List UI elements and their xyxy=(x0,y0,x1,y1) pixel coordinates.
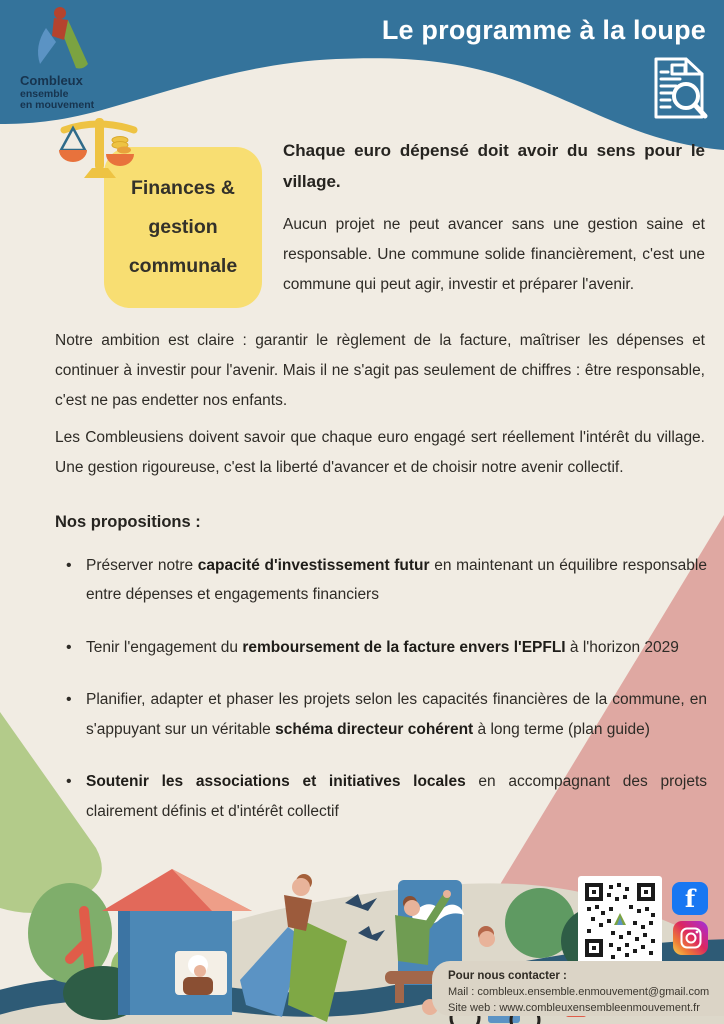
proposition-text: à long terme (plan guide) xyxy=(473,720,650,738)
qr-code xyxy=(578,876,662,964)
page-title: Le programme à la loupe xyxy=(381,15,706,45)
proposition-text: en accompagnant des projets clairement définis et d'intérêt collectif xyxy=(86,773,707,820)
proposition-text: Tenir l'engagement du xyxy=(86,638,243,656)
facebook-glyph: f xyxy=(684,884,696,913)
contact-box xyxy=(432,961,724,1016)
contact-web-line xyxy=(448,1001,724,1017)
website-link[interactable]: www.combleuxensembleenmouvement.fr xyxy=(499,1001,700,1014)
document-magnifier-icon xyxy=(650,56,708,120)
proposition-item xyxy=(62,767,707,826)
proposition-text: en maintenant un équilibre responsable entre dépenses et engagements financiers xyxy=(86,557,707,604)
logo-subtitle-1: ensemble xyxy=(20,87,69,100)
intro-body: Aucun projet ne peut avancer sans une gestion saine et responsable. Une commune solide financièrement, c'est une commune qui peut agir, investir et préparer l'avenir. xyxy=(283,216,705,293)
intro-heading: Chaque euro dépensé doit avoir du sens pour le village. xyxy=(283,141,705,191)
proposition-bold: capacité d'investissement futur xyxy=(197,557,430,574)
facebook-icon[interactable] xyxy=(672,882,708,915)
proposition-text: Planifier, adapter et phaser les projets selon les capacités financières de la commune, en s'appuyant sur un véritable xyxy=(86,691,707,738)
instagram-icon[interactable] xyxy=(673,921,708,955)
mail-label: Mail : xyxy=(448,985,478,998)
proposition-item xyxy=(62,685,707,744)
logo-name: Combleux xyxy=(20,73,83,88)
logo-figure-icon xyxy=(20,6,94,72)
proposition-item xyxy=(62,633,707,662)
contact-mail-line xyxy=(448,985,724,1001)
theme-badge-label: Finances & gestion communale xyxy=(128,177,238,277)
contact-heading: Pour nous contacter : xyxy=(448,970,567,982)
logo xyxy=(20,6,150,112)
paragraph-combleusiens: Les Combleusiens doivent savoir que chaque euro engagé sert réellement l'intérêt du village. Une gestion rigoureuse, c'est la liberté d'avancer et de choisir notre avenir collectif. xyxy=(55,429,705,476)
logo-subtitle-2: en mouvement xyxy=(20,99,95,112)
intro-block xyxy=(283,136,705,299)
proposition-text: Préserver notre xyxy=(86,557,198,574)
balance-scales-icon xyxy=(54,114,142,186)
proposition-bold: remboursement de la facture envers l'EPFLI xyxy=(242,638,566,656)
paragraph-ambition: Notre ambition est claire : garantir le règlement de la facture, maîtriser les dépenses et continuer à investir pour l'avenir. Mais il ne s'agit pas seulement de chiffres : être responsable, c'est ne pas endetter nos enfants. xyxy=(55,332,705,409)
propositions-list xyxy=(62,551,707,849)
web-label: Site web : xyxy=(448,1001,500,1014)
proposition-text: à l'horizon 2029 xyxy=(565,638,679,656)
proposition-bold: Soutenir les associations et initiatives locales xyxy=(86,773,466,791)
propositions-heading: Nos propositions : xyxy=(55,513,201,531)
proposition-bold: schéma directeur cohérent xyxy=(275,720,474,738)
proposition-item xyxy=(62,551,707,610)
email-link[interactable]: combleux.ensemble.enmouvement@gmail.com xyxy=(477,985,710,998)
